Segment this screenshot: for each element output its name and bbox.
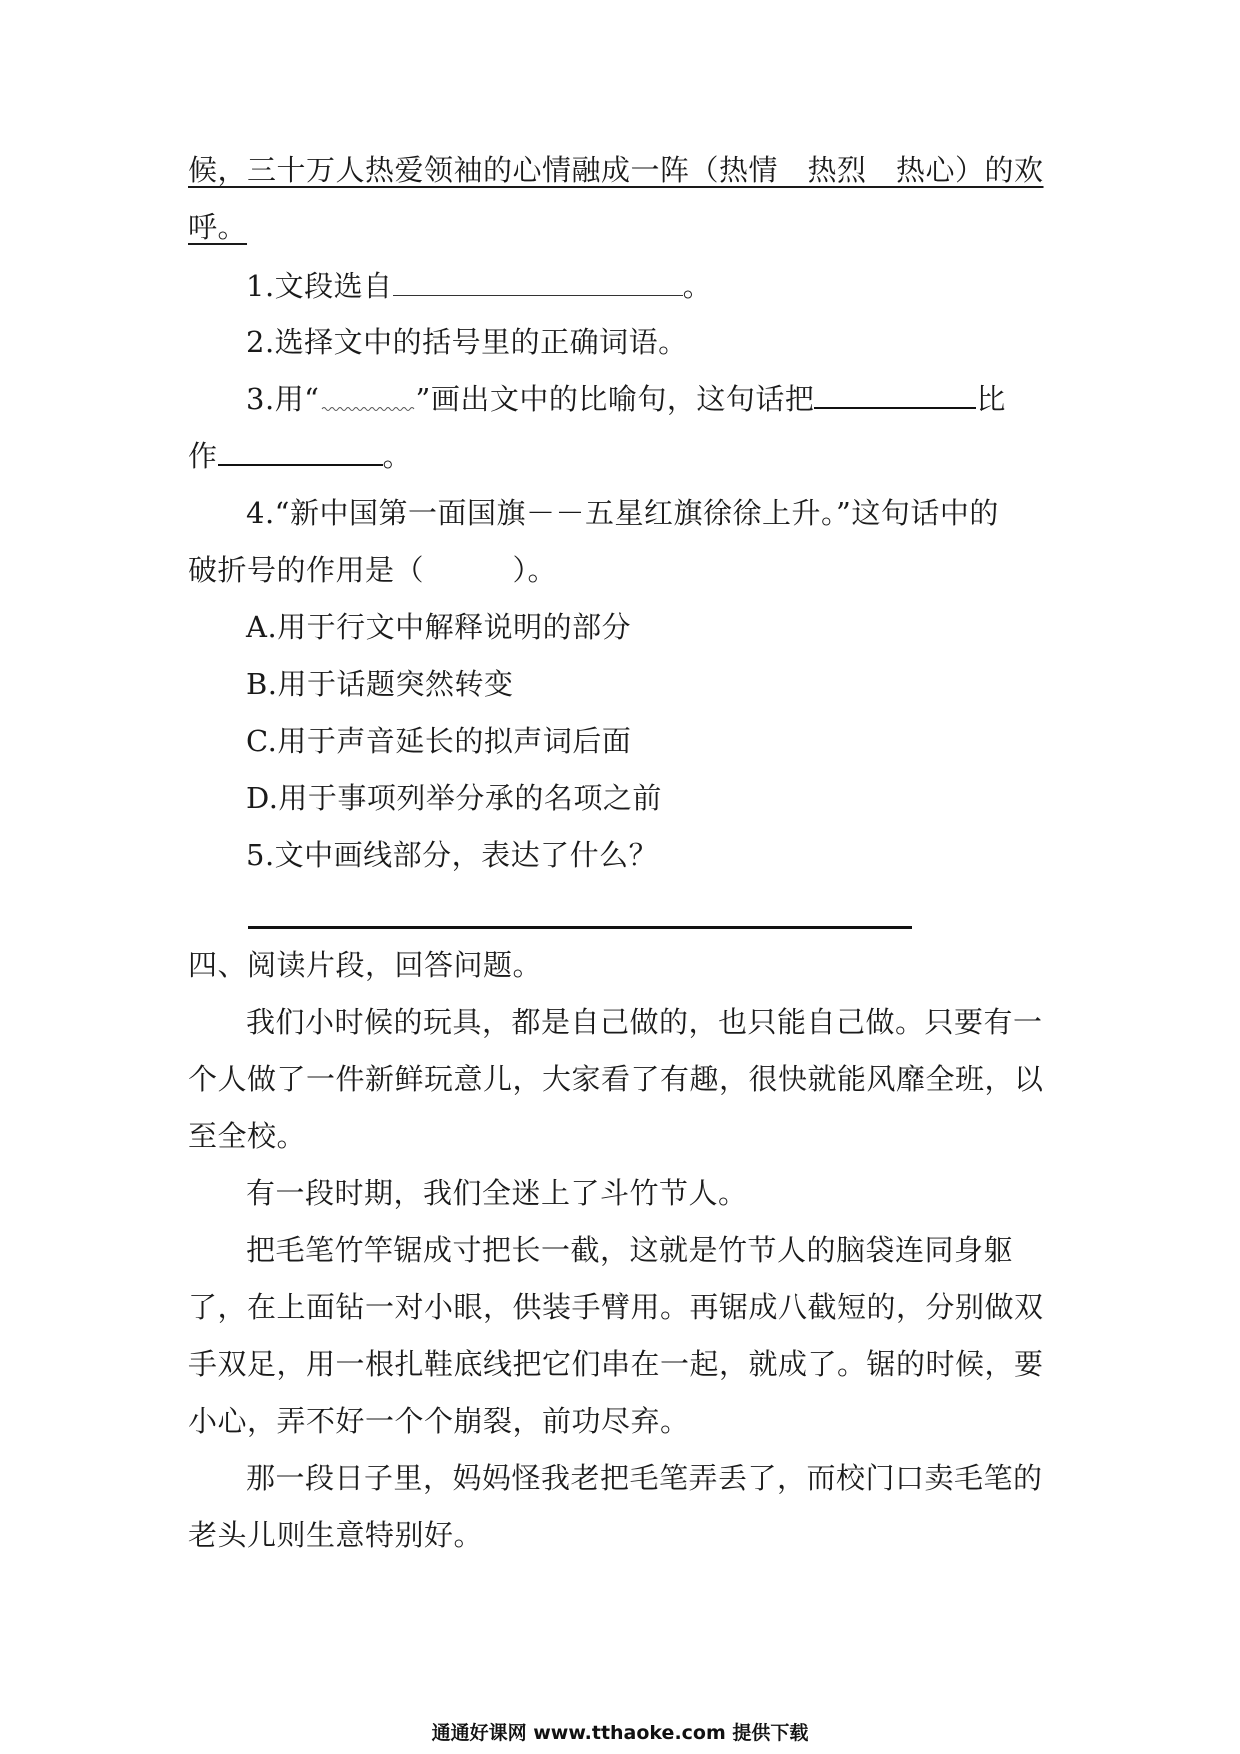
question-3-line2-end: 。 bbox=[382, 439, 413, 473]
paragraph-line: 小心，弄不好一个个崩裂，前功尽弃。 bbox=[188, 1404, 690, 1438]
answer-blank[interactable] bbox=[814, 381, 976, 409]
question-2: 2.选择文中的括号里的正确词语。 bbox=[246, 325, 688, 359]
passage-line: 呼。 bbox=[188, 210, 248, 244]
question-3 bbox=[246, 379, 1006, 419]
section-heading: 四、阅读片段，回答问题。 bbox=[188, 948, 543, 982]
question-5: 5.文中画线部分，表达了什么？ bbox=[246, 838, 659, 872]
paragraph-line: 个人做了一件新鲜玩意儿，大家看了有趣，很快就能风靡全班，以 bbox=[188, 1062, 1044, 1096]
question-4-line2: 破折号的作用是（ ）。 bbox=[188, 553, 558, 587]
paragraph-line: 我们小时候的玩具，都是自己做的，也只能自己做。只要有一 bbox=[246, 1005, 1043, 1039]
question-3-line2-text: 作 bbox=[188, 439, 218, 473]
question-1-text: 1.文段选自 bbox=[246, 269, 393, 303]
wavy-underline-sample bbox=[320, 383, 416, 409]
question-3-middle: ”画出文中的比喻句，这句话把 bbox=[415, 382, 815, 416]
option-d: D.用于事项列举分承的名项之前 bbox=[246, 781, 662, 815]
passage-line: 候，三十万人热爱领袖的心情融成一阵（热情 热烈 热心）的欢 bbox=[188, 153, 1044, 187]
question-3-text: 3.用“ bbox=[246, 382, 320, 416]
paragraph-line: 手双足，用一根扎鞋底线把它们串在一起，就成了。锯的时候，要 bbox=[188, 1347, 1044, 1381]
answer-blank[interactable] bbox=[393, 269, 683, 296]
paragraph-line: 至全校。 bbox=[188, 1119, 307, 1153]
answer-blank[interactable] bbox=[218, 438, 383, 466]
question-1-end: 。 bbox=[682, 269, 713, 303]
option-b: B.用于话题突然转变 bbox=[246, 667, 514, 701]
paragraph-line: 老头儿则生意特别好。 bbox=[188, 1518, 484, 1552]
answer-line[interactable] bbox=[248, 926, 912, 929]
paragraph-line: 有一段时期，我们全迷上了斗竹节人。 bbox=[246, 1176, 748, 1210]
option-a: A.用于行文中解释说明的部分 bbox=[246, 610, 632, 644]
question-3-line2 bbox=[188, 436, 412, 476]
option-c: C.用于声音延长的拟声词后面 bbox=[246, 724, 632, 758]
footer-watermark: 通通好课网 www.tthaoke.com 提供下载 bbox=[431, 1722, 809, 1744]
question-1 bbox=[246, 266, 712, 306]
paragraph-line: 那一段日子里，妈妈怪我老把毛笔弄丢了，而校门口卖毛笔的 bbox=[246, 1461, 1043, 1495]
question-3-end: 比 bbox=[976, 382, 1006, 416]
question-4: 4.“新中国第一面国旗－－五星红旗徐徐上升。”这句话中的 bbox=[246, 496, 999, 530]
paragraph-line: 了，在上面钻一对小眼，供装手臂用。再锯成八截短的，分别做双 bbox=[188, 1290, 1044, 1324]
paragraph-line: 把毛笔竹竿锯成寸把长一截，这就是竹节人的脑袋连同身躯 bbox=[246, 1233, 1014, 1267]
